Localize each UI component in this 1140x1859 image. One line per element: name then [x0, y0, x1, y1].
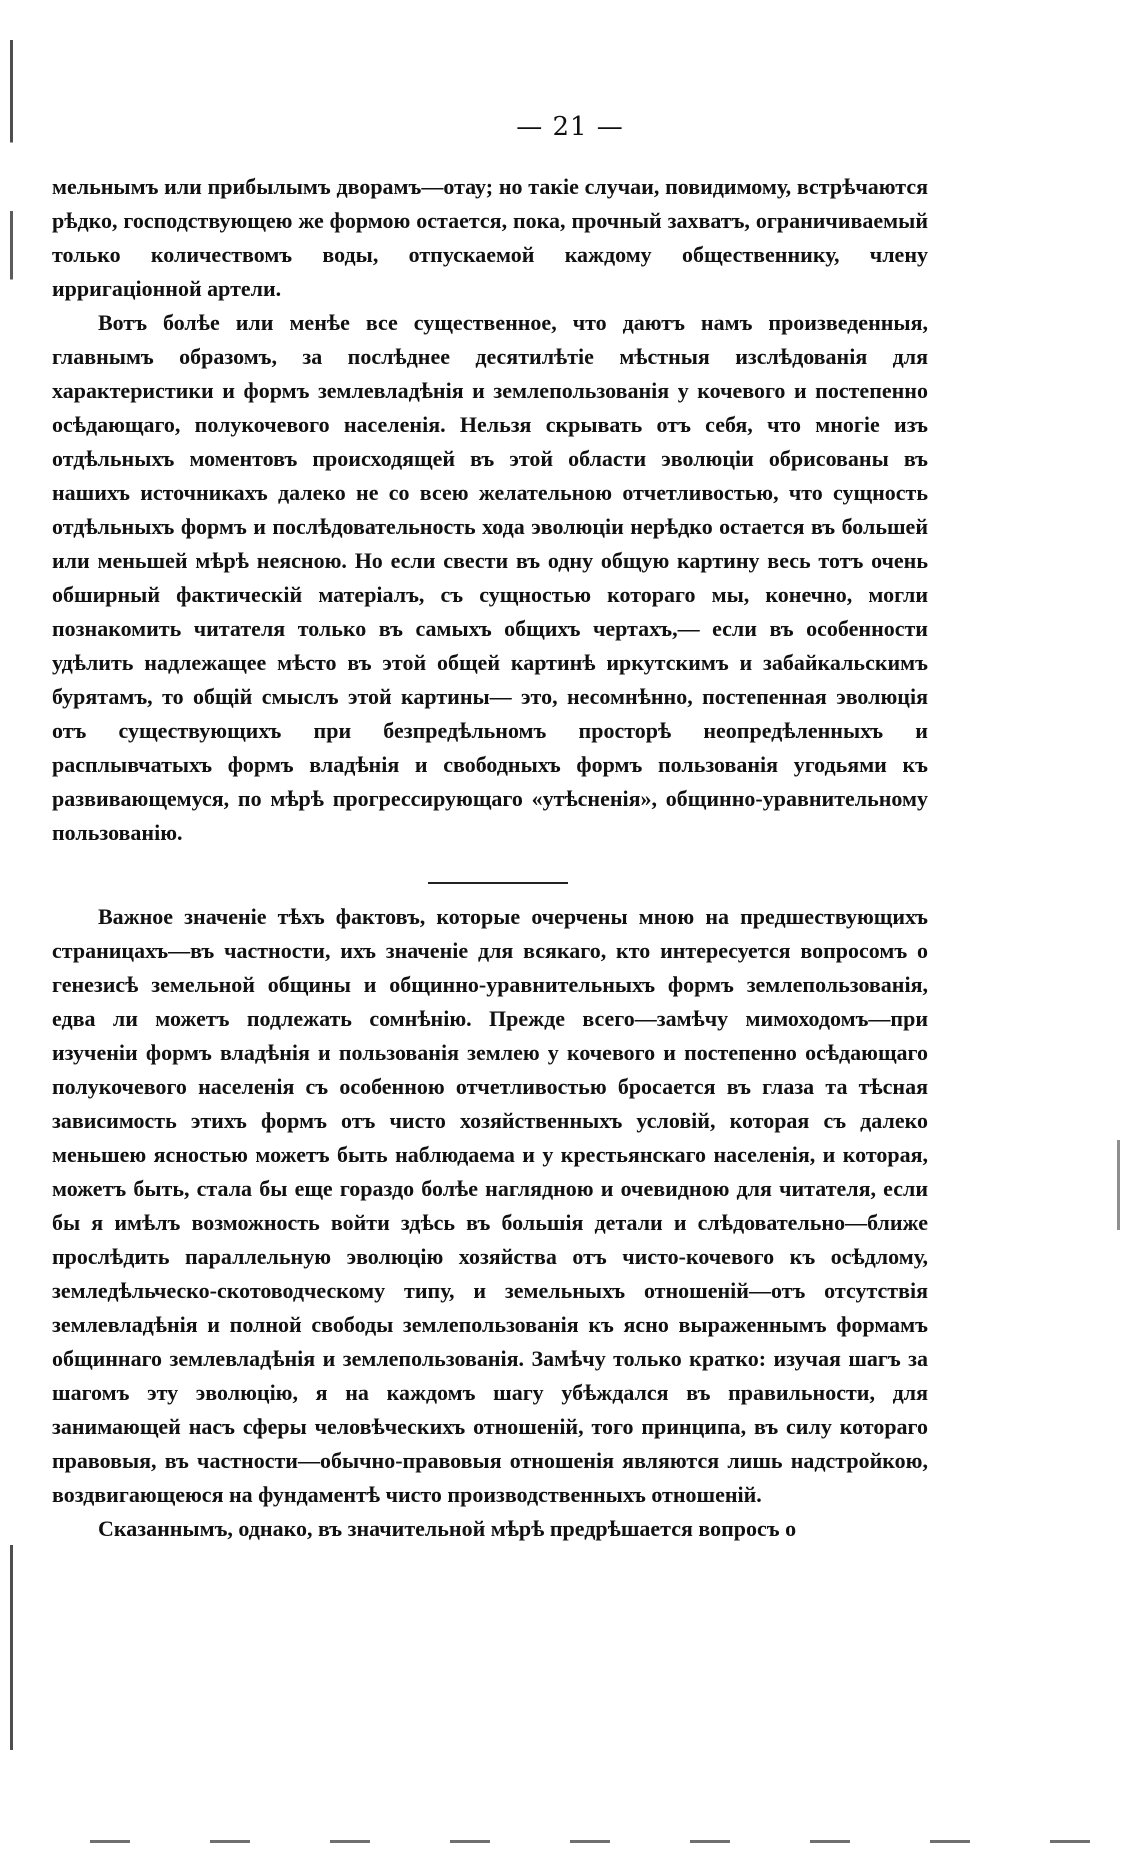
scan-edge-bottom — [90, 1840, 1090, 1843]
section-1 — [52, 170, 928, 850]
paragraph-summary: Вотъ болѣе или менѣе все существенное, что даютъ намъ произведенныя, главнымъ образомъ, за послѣднее десятилѣтіе мѣстныя изслѣдованія для характеристики и формъ землевладѣнія и землепользованія у кочевого и постепенно осѣдающаго, полукочевого населенія. Нельзя скрывать отъ себя, что многіе изъ отдѣльныхъ моментовъ происходящей въ этой области эволюціи обрисованы въ нашихъ источникахъ далеко не со всею желательною отчетливостью, что сущность отдѣльныхъ формъ и послѣдовательность хода эволюціи нерѣдко остается въ большей или меньшей мѣрѣ неясною. Но если свести въ одну общую картину весь тотъ очень обширный фактическій матеріалъ, съ сущностью котораго мы, конечно, могли познакомить читателя только въ самыхъ общихъ чертахъ,— если въ особенности удѣлить надлежащее мѣсто въ этой общей картинѣ иркутскимъ и забайкальскимъ бурятамъ, то общій смыслъ этой картины— это, несомнѣнно, постепенная эволюція отъ существующихъ при безпредѣльномъ просторѣ неопредѣленныхъ и расплывчатыхъ формъ владѣнія и свободныхъ формъ пользованія угодьями къ развивающемуся, по мѣрѣ прогрессирующаго «утѣсненія», общинно-уравнительному пользованію. — [52, 310, 928, 845]
section-2 — [52, 900, 928, 1546]
paragraph-continuation: мельнымъ или прибылымъ дворамъ—отау; но такіе случаи, повидимому, встрѣчаются рѣдко, господствующею же формою остается, пока, прочный захватъ, ограничиваемый только количествомъ воды, отпускаемой каждому общественнику, члену ирригаціонной артели. — [52, 174, 928, 301]
paragraph-closing: Сказаннымъ, однако, въ значительной мѣрѣ предрѣшается вопросъ о — [98, 1516, 797, 1541]
page-number: — 21 — — [516, 112, 624, 142]
scan-edge-left — [10, 40, 13, 1750]
scan-edge-right — [1117, 1140, 1120, 1230]
section-separator — [428, 882, 568, 884]
paragraph-significance: Важное значеніе тѣхъ фактовъ, которые очерчены мною на предшествующихъ страницахъ—въ частности, ихъ значеніе для всякаго, кто интересуется вопросомъ о генезисѣ земельной общины и общинно-уравнительныхъ формъ землепользованія, едва ли можетъ подлежать сомнѣнію. Прежде всего—замѣчу мимоходомъ—при изученіи формъ владѣнія и пользованія землею у кочевого и постепенно осѣдающаго полукочевого населенія съ особенною отчетливостью бросается въ глаза та тѣсная зависимость этихъ формъ отъ чисто хозяйственныхъ условій, которая съ далеко меньшею ясностью можетъ быть наблюдаема и у крестьянскаго населенія, и которая, можетъ быть, стала бы еще гораздо болѣе наглядною и очевидною для читателя, если бы я имѣлъ возможность войти здѣсь въ большія детали и слѣдовательно—ближе прослѣдить параллельную эволюцію хозяйства отъ чисто-кочевого къ осѣдлому, земледѣльческо-скотоводческому типу, и земельныхъ отношеній—отъ отсутствія землевладѣнія и полной свободы землепользованія къ ясно выраженнымъ формамъ общиннаго землевладѣнія и землепользованія. Замѣчу только кратко: изучая шагъ за шагомъ эту эволюцію, я на каждомъ шагу убѣждался въ правильности, для занимающей насъ сферы человѣческихъ отношеній, того принципа, въ силу котораго правовыя, въ частности—обычно-правовыя отношенія являются лишь надстройкою, воздвигающеюся на фундаментѣ чисто производственныхъ отношеній. — [52, 904, 928, 1507]
